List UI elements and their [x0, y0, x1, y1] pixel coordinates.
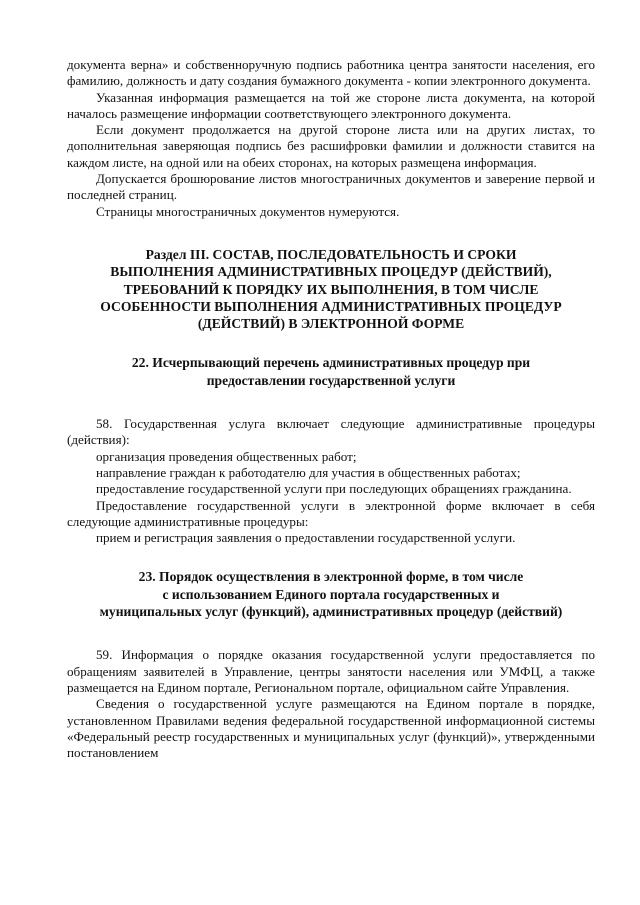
spacer: [67, 389, 595, 416]
spacer: [67, 220, 595, 246]
paragraph-multi-sheet: Если документ продолжается на другой стороне листа или на других листах, то дополнительная заверяющая подпись без расшифровки фамилии и должности ставится на каждом листе, на одной или на обеих сторонах, на которых размещена информация.: [67, 122, 595, 170]
subsection-22-heading-line: 22. Исчерпывающий перечень административных процедур при: [131, 355, 531, 371]
subsection-23-heading-line: с использованием Единого портала государственных и: [162, 586, 500, 602]
section-3-heading-line: Раздел III. СОСТАВ, ПОСЛЕДОВАТЕЛЬНОСТЬ И СРОКИ: [145, 246, 517, 262]
paragraph-numbering: Страницы многостраничных документов нумеруются.: [96, 203, 400, 219]
paragraph-electronic-form: Предоставление государственной услуги в электронной форме включает в себя следующие административные процедуры:: [67, 497, 595, 529]
section-3-heading-line: ОСОБЕННОСТИ ВЫПОЛНЕНИЯ АДМИНИСТРАТИВНЫХ ПРОЦЕДУР: [100, 298, 562, 314]
spacer: [67, 546, 595, 568]
subsection-22-heading: [67, 354, 595, 389]
list-item: прием и регистрация заявления о предоставлении государственной услуги.: [96, 530, 516, 546]
spacer: [67, 332, 595, 354]
document-page: [67, 57, 595, 761]
section-3-heading-line: ВЫПОЛНЕНИЯ АДМИНИСТРАТИВНЫХ ПРОЦЕДУР (ДЕЙСТВИЙ),: [110, 264, 552, 280]
section-3-heading-line: ТРЕБОВАНИЙ К ПОРЯДКУ ИХ ВЫПОЛНЕНИЯ, В ТОМ ЧИСЛЕ: [123, 281, 539, 297]
subsection-22-heading-line: предоставлении государственной услуги: [206, 372, 456, 388]
list-item: предоставление государственной услуги при последующих обращениях гражданина.: [96, 481, 572, 497]
paragraph-service-info: Сведения о государственной услуге размещаются на Едином портале в порядке, установленном Правилами ведения федеральной государственной информационной системы «Федеральный реестр государственных и муниципальных услуг (функций)», утвержденными постановлением: [67, 696, 595, 761]
spacer: [67, 620, 595, 647]
subsection-23-heading: [67, 568, 595, 620]
subsection-23-heading-line: 23. Порядок осуществления в электронной форме, в том числе: [138, 569, 524, 585]
list-item: организация проведения общественных работ;: [96, 448, 357, 464]
section-3-heading-line: (ДЕЙСТВИЙ) В ЭЛЕКТРОННОЙ ФОРМЕ: [197, 316, 465, 332]
paragraph-continuation: документа верна» и собственноручную подпись работника центра занятости населения, его фамилию, должность и дату создания бумажного документа - копии электронного документа.: [67, 57, 595, 89]
paragraph-binding: Допускается брошюрование листов многостраничных документов и заверение первой и последней страниц.: [67, 171, 595, 203]
paragraph-58: 58. Государственная услуга включает следующие административные процедуры (действия):: [67, 416, 595, 448]
list-item: направление граждан к работодателю для участия в общественных работах;: [96, 464, 521, 480]
section-3-heading: [67, 246, 595, 332]
paragraph-placement: Указанная информация размещается на той же стороне листа документа, на которой началось размещение информации соответствующего электронного документа.: [67, 89, 595, 121]
subsection-23-heading-line: муниципальных услуг (функций), административных процедур (действий): [99, 604, 563, 620]
paragraph-59: 59. Информация о порядке оказания государственной услуги предоставляется по обращениям заявителей в Управление, центры занятости населения или УМФЦ, а также размещается на Едином портале, Региональном портале, официальном сайте Управления.: [67, 647, 595, 695]
